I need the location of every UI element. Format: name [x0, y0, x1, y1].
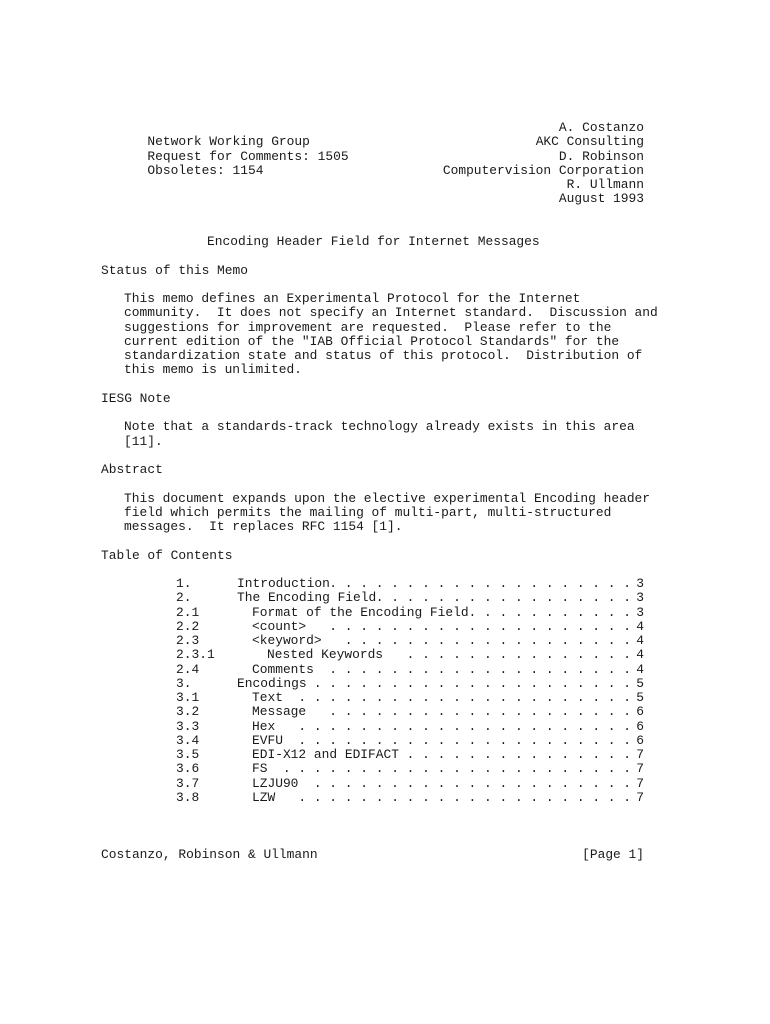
header-row-4	[101, 164, 661, 178]
abstract-line: field which permits the mailing of multi-part, multi-structured	[124, 504, 612, 520]
toc-entry[interactable]	[101, 691, 661, 705]
section-heading-toc: Table of Contents	[101, 547, 233, 563]
status-paragraph	[101, 292, 661, 378]
toc-entry-leader: . . . . . . . . . . . . . . .	[398, 647, 631, 663]
toc-entry[interactable]	[101, 648, 661, 662]
toc-entry-leader: . . . . . . . . . . . . . . . . . . . . . .	[298, 690, 631, 705]
toc-entry[interactable]	[101, 791, 661, 805]
author-1: A. Costanzo	[558, 120, 644, 135]
status-line: community. It does not specify an Internet standard. Discussion and	[124, 305, 658, 321]
toc-entry-number: 3.3	[176, 718, 200, 734]
page-footer	[101, 847, 644, 862]
toc-entry-leader: . . . . . . . . . . . . . . . . . . . . . . .	[275, 761, 631, 777]
page-number: [Page 1]	[582, 847, 644, 862]
abstract-line: messages. It replaces RFC 1154 [1].	[124, 519, 403, 534]
toc-entry-leader: . . . . . . . . . . . . . . . . . . . . .	[313, 775, 631, 791]
toc-entry-number: 2.2	[176, 618, 200, 634]
toc-entry-number: 3.2	[176, 704, 200, 720]
toc-entry[interactable]	[101, 577, 661, 591]
toc-entry-title: Hex	[252, 718, 276, 734]
toc-entry-page: 5	[636, 675, 644, 691]
publication-date: August 1993	[558, 191, 644, 207]
toc-entry-number: 3.8	[176, 789, 200, 805]
toc-entry[interactable]	[101, 762, 661, 776]
toc-entry-title: Nested Keywords	[267, 647, 384, 663]
toc-entry-number: 2.4	[176, 661, 200, 677]
status-line: current edition of the "IAB Official Protocol Standards" for the	[124, 333, 620, 349]
toc-entry-title: LZJU90	[252, 775, 299, 791]
toc-entry-leader: . . . . . . . . . . . . . . . . . . . .	[321, 704, 631, 720]
toc-entry-leader: . . . . . . . . . . . . . . . . . . . .	[329, 576, 631, 591]
toc-entry-number: 3.1	[176, 690, 200, 705]
toc-entry[interactable]	[101, 591, 661, 605]
toc-entry[interactable]	[101, 663, 661, 677]
toc-entry-page: 6	[636, 732, 644, 748]
toc-entry-number: 3.6	[176, 761, 200, 777]
toc-entry-page: 4	[636, 647, 644, 663]
toc-entry-number: 3.7	[176, 775, 200, 791]
toc-entry-page: 4	[636, 633, 644, 648]
obsoletes: Obsoletes: 1154	[147, 162, 264, 178]
document-title: Encoding Header Field for Internet Messages	[207, 234, 540, 249]
author-1-org: AKC Consulting	[535, 134, 644, 150]
working-group: Network Working Group	[147, 134, 310, 150]
toc-entry-title: Comments	[252, 661, 314, 677]
abstract-paragraph	[101, 492, 661, 535]
toc-entry[interactable]	[101, 606, 661, 620]
toc-entry[interactable]	[101, 677, 661, 691]
author-3: R. Ullmann	[566, 177, 644, 192]
toc-entry[interactable]	[101, 634, 661, 648]
status-line: This memo defines an Experimental Protocol for the Internet	[124, 291, 581, 306]
section-heading-status: Status of this Memo	[101, 262, 248, 278]
toc-entry-number: 2.1	[176, 604, 200, 620]
header-row-5	[101, 178, 661, 192]
iesg-paragraph	[101, 420, 661, 449]
toc-entry[interactable]	[101, 620, 661, 634]
toc-entry-page: 5	[636, 690, 644, 705]
status-line: standardization state and status of this protocol. Distribution of	[124, 348, 643, 363]
toc-entry-title: Format of the Encoding Field	[252, 604, 469, 620]
toc-entry-number: 1.	[176, 576, 192, 591]
toc-entry[interactable]	[101, 748, 661, 762]
toc-entry-title: Message	[252, 704, 307, 720]
toc-entry-leader: . . . . . . . . . . . . . . . . . . .	[337, 633, 631, 648]
toc-entry-title: Introduction	[237, 576, 330, 591]
toc-entry-leader: . . . . . . . . . . .	[468, 604, 631, 620]
toc-entry-title: LZW	[252, 789, 276, 805]
toc-entry-page: 6	[636, 704, 644, 720]
author-2-org: Computervision Corporation	[442, 162, 644, 178]
toc-entry-page: 3	[636, 604, 644, 620]
toc-entry-leader: . . . . . . . . . . . . . . . . . . . .	[329, 661, 631, 677]
toc-entry-leader: . . . . . . . . . . . . . . . . . . . . .	[306, 675, 631, 691]
toc-entry-number: 3.4	[176, 732, 200, 748]
iesg-line: Note that a standards-track technology already exists in this area	[124, 419, 635, 435]
toc-entry-leader: . . . . . . . . . . . . . . .	[398, 747, 631, 762]
toc-entry-number: 3.	[176, 675, 192, 691]
toc-entry-page: 7	[636, 747, 644, 762]
toc-entry-page: 4	[636, 661, 644, 677]
toc-entry-leader: . . . . . . . . . . . . . . . . .	[375, 590, 631, 606]
author-2: D. Robinson	[558, 148, 644, 164]
toc-entry-page: 3	[636, 576, 644, 591]
toc-entry-page: 7	[636, 761, 644, 777]
footer-authors: Costanzo, Robinson & Ullmann	[101, 847, 318, 862]
toc-entry-leader: . . . . . . . . . . . . . . . . . . . . . .	[290, 789, 631, 805]
toc-entry-title: FS	[252, 761, 268, 777]
toc-entry-number: 2.	[176, 590, 192, 606]
toc-entry-title: <keyword>	[252, 633, 322, 648]
toc-entry[interactable]	[101, 777, 661, 791]
toc-entry-title: <count>	[252, 618, 307, 634]
rfc-number: Request for Comments: 1505	[147, 148, 349, 164]
toc-entry-page: 4	[636, 618, 644, 634]
section-heading-iesg: IESG Note	[101, 390, 171, 406]
toc-entry-title: Encodings	[237, 675, 307, 691]
toc-entry-title: Text	[252, 690, 283, 705]
toc-entry-page: 7	[636, 789, 644, 805]
toc-entry-title: EDI-X12 and EDIFACT	[252, 747, 399, 762]
toc-entry-leader: . . . . . . . . . . . . . . . . . . . . . .	[290, 718, 631, 734]
toc-entry-number: 3.5	[176, 747, 200, 762]
toc-entry[interactable]	[101, 720, 661, 734]
toc-entry-number: 2.3	[176, 633, 200, 648]
toc-entry-number: 2.3.1	[176, 647, 215, 663]
abstract-line: This document expands upon the elective experimental Encoding header	[124, 490, 651, 506]
iesg-line: [11].	[124, 433, 163, 449]
toc-entry-title: EVFU	[252, 732, 283, 748]
header-row-6	[101, 192, 661, 206]
toc-entry[interactable]	[101, 705, 661, 719]
toc-entry-leader: . . . . . . . . . . . . . . . . . . . . . .	[298, 732, 631, 748]
toc-entry[interactable]	[101, 734, 661, 748]
toc-entry-page: 3	[636, 590, 644, 606]
rfc-page	[101, 121, 661, 805]
section-heading-abstract: Abstract	[101, 462, 163, 477]
toc-entry-page: 6	[636, 718, 644, 734]
toc-entry-page: 7	[636, 775, 644, 791]
toc-entry-title: The Encoding Field	[237, 590, 377, 606]
table-of-contents	[101, 577, 661, 805]
toc-entry-leader: . . . . . . . . . . . . . . . . . . . .	[321, 618, 631, 634]
status-line: suggestions for improvement are requested. Please refer to the	[124, 319, 612, 335]
rfc-header	[101, 121, 661, 207]
status-line: this memo is unlimited.	[124, 362, 302, 378]
